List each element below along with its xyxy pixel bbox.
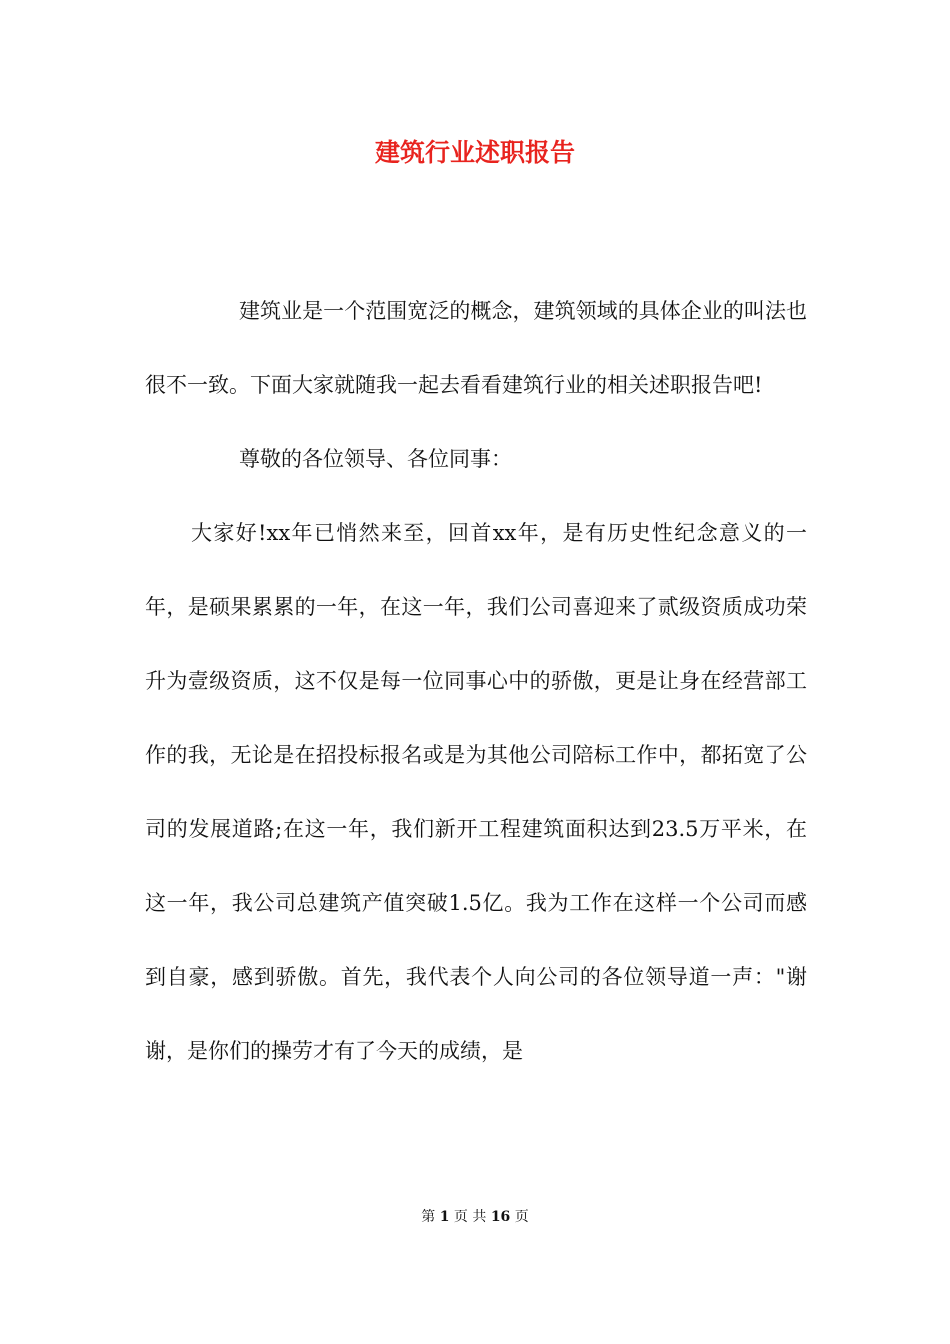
footer-total-pages: 16 <box>490 1209 511 1225</box>
footer-prefix: 第 <box>421 1209 436 1225</box>
intro-paragraph: 建筑业是一个范围宽泛的概念，建筑领域的具体企业的叫法也很不一致。下面大家就随我一起去看看建筑行业的相关述职报告吧! <box>145 299 807 397</box>
salutation-paragraph: 尊敬的各位领导、各位同事： <box>239 447 512 471</box>
document-title: 建筑行业述职报告 <box>374 138 575 167</box>
page-footer <box>0 1207 950 1227</box>
document-body <box>145 274 807 1088</box>
footer-suffix: 页 <box>514 1209 529 1225</box>
footer-current-page: 1 <box>439 1209 450 1225</box>
main-paragraph: 大家好!xx年已悄然来至，回首xx年，是有历史性纪念意义的一年，是硕果累累的一年，在这一年，我们公司喜迎来了贰级资质成功荣升为壹级资质，这不仅是每一位同事心中的骄傲，更是让身在经营部工作的我，无论是在招投标报名或是为其他公司陪标工作中，都拓宽了公司的发展道路;在这一年，我们新开工程建筑面积达到23.5万平米，在这一年，我公司总建筑产值突破1.5亿。我为工作在这样一个公司而感到自豪，感到骄傲。首先，我代表个人向公司的各位领导道一声："谢谢，是你们的操劳才有了今天的成绩，是 <box>145 521 807 1063</box>
footer-middle: 页 共 <box>453 1209 487 1225</box>
